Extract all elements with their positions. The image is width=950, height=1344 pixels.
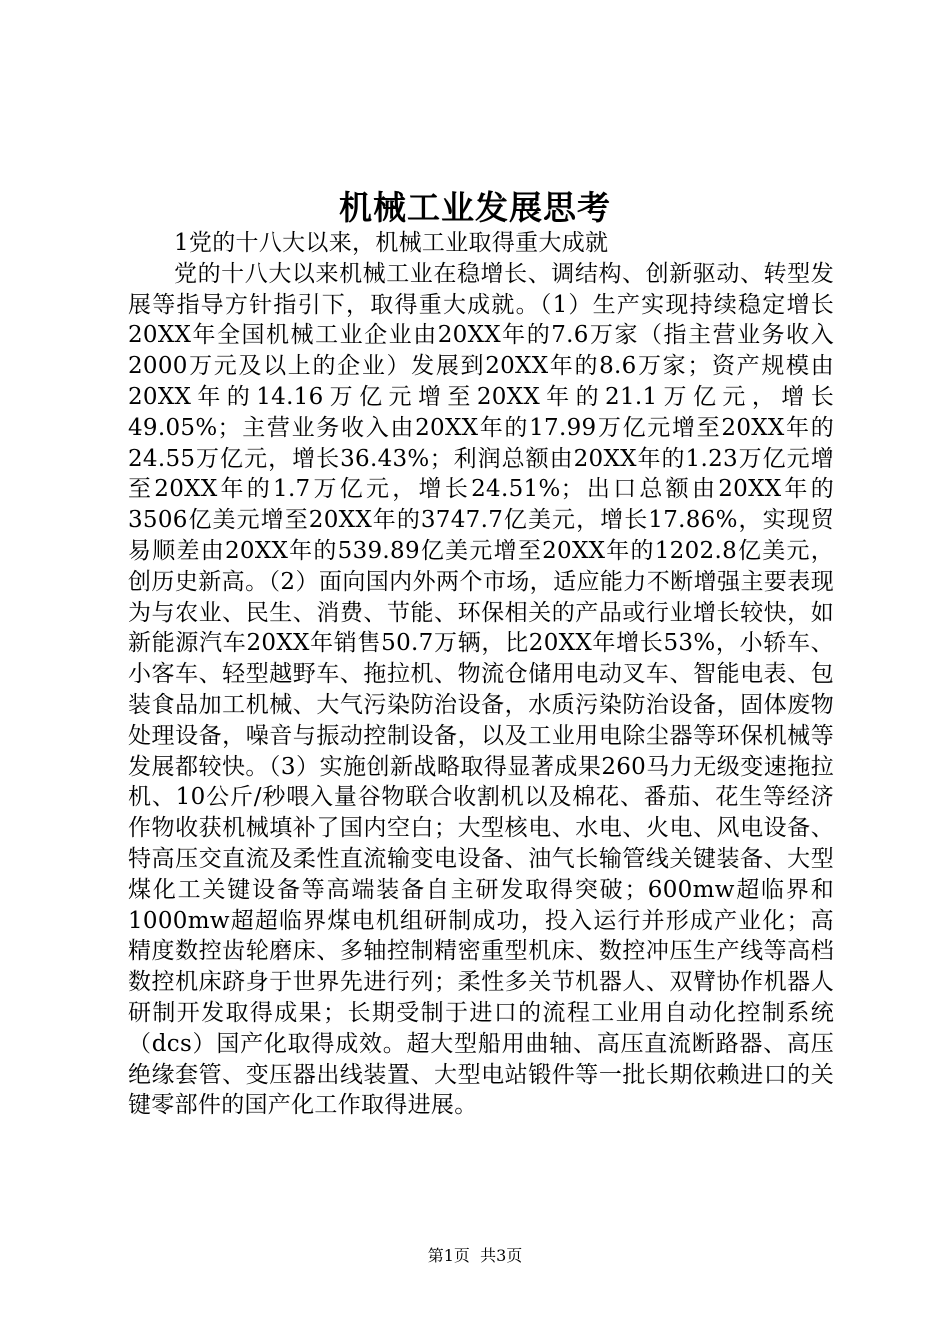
page-footer [0,1245,950,1267]
page-total: 共3页 [480,1246,523,1265]
section-heading: 1党的十八大以来，机械工业取得重大成就 [174,230,609,256]
document-body [128,228,834,1121]
document-title: 机械工业发展思考 [339,188,611,227]
body-paragraph: 党的十八大以来机械工业在稳增长、调结构、创新驱动、转型发展等指导方针指引下，取得重大成就。（1）生产实现持续稳定增长20XX年全国机械工业企业由20XX年的7.6万家（指主营业务收入2000万元及以上的企业）发展到20XX年的8.6万家；资产规模由20XX年的14.16万亿元增至20XX年的21.1万亿元，增长49.05%；主营业务收入由20XX年的17.99万亿元增至20XX年的24.55万亿元，增长36.43%；利润总额由20XX年的1.23万亿元增至20XX年的1.7万亿元，增长24.51%；出口总额由20XX年的3506亿美元增至20XX年的3747.7亿美元，增长17.86%，实现贸易顺差由20XX年的539.89亿美元增至20XX年的1202.8亿美元，创历史新高。（2）面向国内外两个市场，适应能力不断增强主要表现为与农业、民生、消费、节能、环保相关的产品或行业增长较快，如新能源汽车20XX年销售50.7万辆，比20XX年增长53%，小轿车、小客车、轻型越野车、拖拉机、物流仓储用电动叉车、智能电表、包装食品加工机械、大气污染防治设备，水质污染防治设备，固体废物处理设备，噪音与振动控制设备，以及工业用电除尘器等环保机械等发展都较快。（3）实施创新战略取得显著成果260马力无级变速拖拉机、10公斤/秒喂入量谷物联合收割机以及棉花、番茄、花生等经济作物收获机械填补了国内空白；大型核电、水电、火电、风电设备、特高压交直流及柔性直流输变电设备、油气长输管线关键装备、大型煤化工关键设备等高端装备自主研发取得突破；600mw超临界和1000mw超超临界煤电机组研制成功，投入运行并形成产业化；高精度数控齿轮磨床、多轴控制精密重型机床、数控冲压生产线等高档数控机床跻身于世界先进行列；柔性多关节机器人、双臂协作机器人研制开发取得成果；长期受制于进口的流程工业用自动化控制系统（dcs）国产化取得成效。超大型船用曲轴、高压直流断路器、高压绝缘套管、变压器出线装置、大型电站锻件等一批长期依赖进口的关键零部件的国产化工作取得进展。 [128,260,834,1119]
page-number: 第1页 [427,1246,470,1265]
